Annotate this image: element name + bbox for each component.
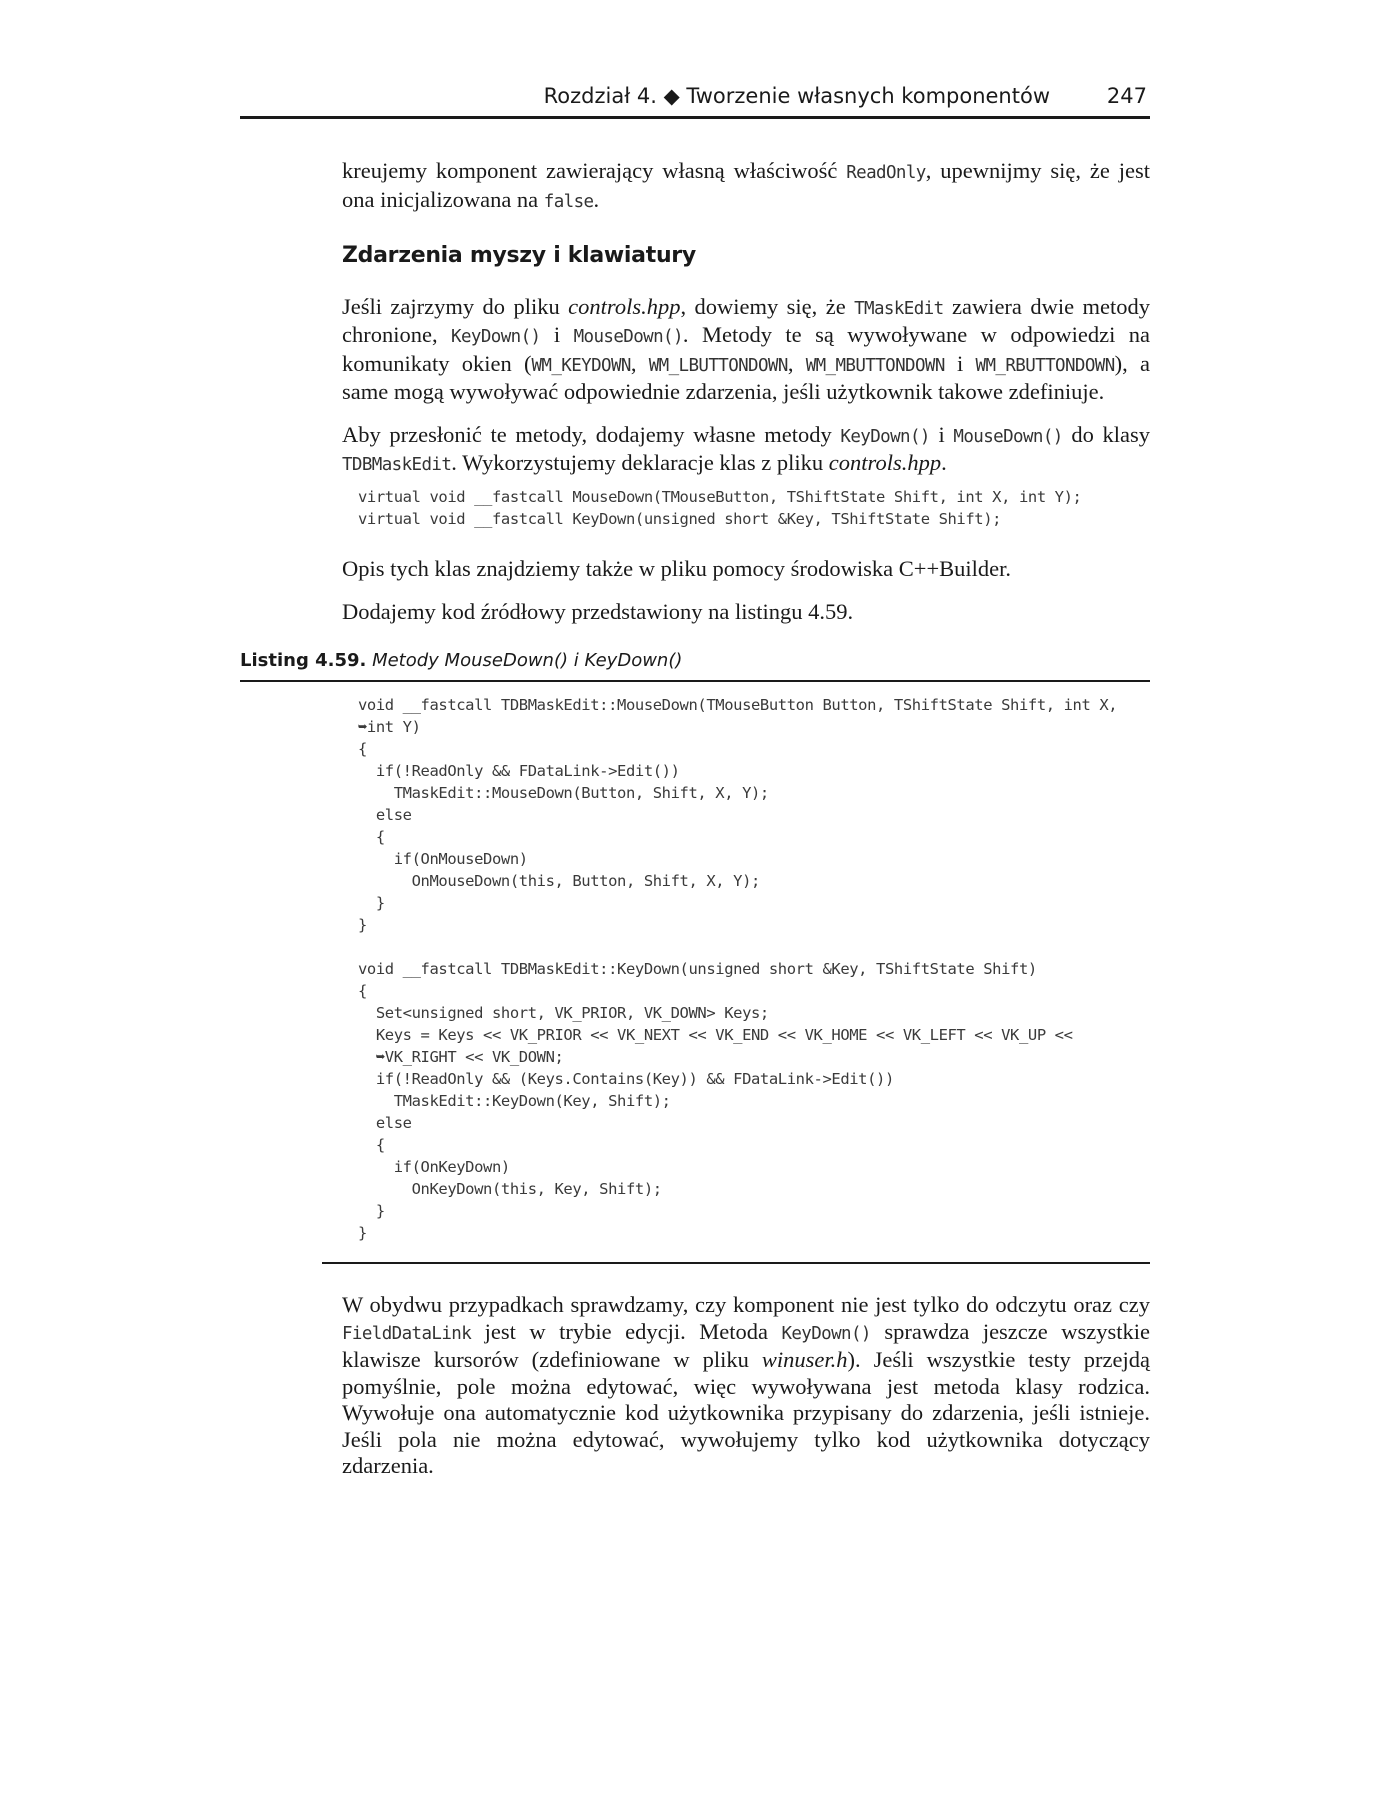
text-run: . Metody te są wywoływane w odpowiedzi na komunikaty okien ( [342,322,1150,376]
listing-end-rule [322,1262,1150,1264]
file-name: winuser.h [761,1347,848,1372]
inline-code: MouseDown() [953,426,1063,447]
section-heading: Zdarzenia myszy i klawiatury [342,243,696,268]
inline-code: KeyDown() [451,327,541,347]
text-run: . Wykorzystujemy deklaracje klas z pliku [451,450,829,475]
inline-code: TDBMaskEdit [342,455,452,475]
declaration-code-block: virtual void __fastcall MouseDown(TMouseButton, TShiftState Shift, int X, int Y); virtual void __fastcall KeyDown(unsigned short &Key, TShiftState Shift); [358,488,1082,528]
text-run: ). Jeśli wszystkie testy przejdą pomyślnie, pole można edytować, więc wywoływana jest metoda klasy rodzica. Wywołuje ona automatycznie kod użytkownika przypisany do zdarzenia, jeśli istnieje. Jeśli pola nie można edytować, wywołujemy tylko kod użytkownika dotyczący zdarzenia. [342,1347,1150,1478]
text-run: i [540,322,574,347]
text-run: zawiera dwie metody chronione, [342,293,1150,347]
text-run: , [630,350,649,376]
paragraph-listing-intro: Dodajemy kod źródłowy przedstawiony na listingu 4.59. [342,598,854,624]
inline-code: KeyDown() [840,426,930,447]
listing-title: Metody MouseDown() i KeyDown() [372,650,683,671]
text-run: Aby przesłonić te metody, dodajemy własne metody [342,421,841,447]
main-text-3 [342,1292,1150,1496]
inline-code: WM_LBUTTONDOWN [648,355,788,376]
chapter-title: Rozdział 4. ◆ Tworzenie własnych komponentów [543,84,1050,108]
text-run: jest w trybie edycji. Metoda [471,1318,782,1344]
text-run: ), a same mogą wywoływać odpowiednie zdarzenia, jeśli użytkownik takowe zdefiniuje. [342,350,1151,404]
inline-code: FieldDataLink [342,1323,472,1344]
text-run: W obydwu przypadkach sprawdzamy, czy komponent nie jest tylko do odczytu oraz czy [342,1292,1150,1317]
paragraph-methods [342,294,1150,406]
paragraph-help: Opis tych klas znajdziemy także w pliku pomocy środowiska C++Builder. [342,556,1012,581]
file-name: controls.hpp [828,450,942,475]
text-run: Jeśli zajrzymy do pliku [342,293,569,319]
text-run: i [944,350,976,376]
text-run: , upewnijmy się, że jest ona inicjalizowana na [342,158,1150,212]
text-run: i [929,421,954,447]
paragraph-summary [342,1292,1150,1480]
listing-code-block: void __fastcall TDBMaskEdit::MouseDown(TMouseButton Button, TShiftState Shift, int X, ➥int Y) { if(!ReadOnly && FDataLink->Edit()) TMaskEdit::MouseDown(Button, Shift, X, Y); else { if(OnMouseDown) OnMouseDown(this, Button, Shift, X, Y); } } void __fastcall TDBMaskEdit::KeyDown(unsigned short &Key, TShiftState Shift) { Set<unsigned short, VK_PRIOR, VK_DOWN> Keys; Keys = Keys << VK_PRIOR << VK_NEXT << VK_END << VK_HOME << VK_LEFT << VK_UP << ➥VK_RIGHT << VK_DOWN; if(!ReadOnly && (Keys.Contains(Key)) && FDataLink->Edit()) TMaskEdit::KeyDown(Key, Shift); else { if(OnKeyDown) OnKeyDown(this, Key, Shift); } } [358,696,1118,1242]
main-text [342,158,1150,495]
text-run: . [941,450,947,475]
page-number: 247 [1106,84,1147,108]
main-text-2 [342,556,1150,641]
inline-code: ReadOnly [846,163,926,183]
inline-code: false [543,191,594,212]
inline-code: WM_RBUTTONDOWN [975,355,1115,376]
running-header [240,76,1150,119]
paragraph-override [342,422,1150,479]
inline-code: WM_MBUTTONDOWN [805,355,945,376]
file-name: controls.hpp [568,293,681,319]
text-run: , dowiemy się, że [680,293,855,319]
inline-code: WM_KEYDOWN [531,355,631,376]
inline-code: KeyDown() [781,1323,871,1344]
text-run: sprawdza jeszcze wszystkie klawisze kursorów (zdefiniowane w pliku [342,1318,1150,1372]
inline-code: MouseDown() [573,327,683,347]
inline-code: TMaskEdit [854,298,944,319]
text-run: . [593,186,600,212]
text-run: , [787,350,806,376]
listing-caption [240,650,1150,682]
text-run: kreujemy komponent zawierający własną właściwość [342,158,847,183]
listing-label: Listing 4.59. [240,650,367,671]
intro-paragraph [342,158,1150,215]
text-run: do klasy [1062,421,1150,447]
